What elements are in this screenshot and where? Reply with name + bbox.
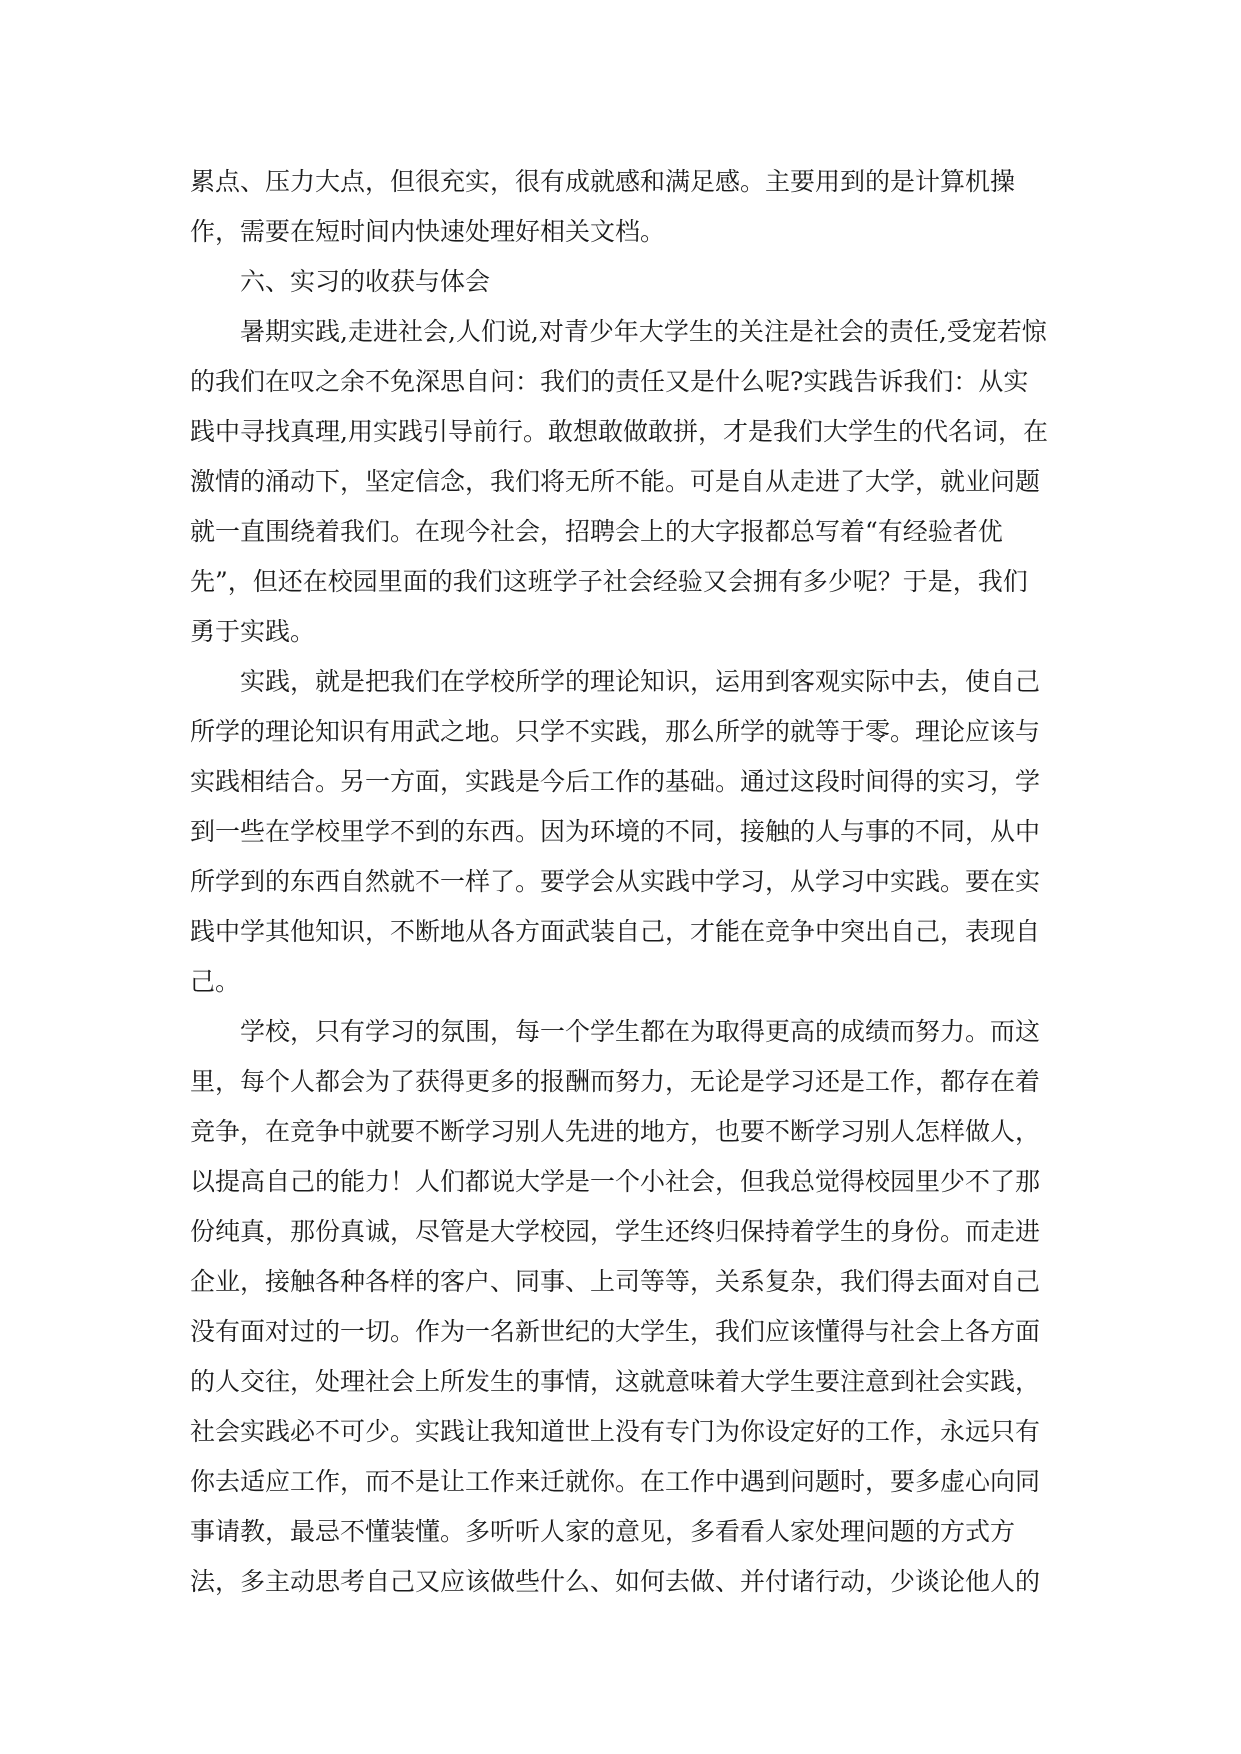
body-paragraph: 实践，就是把我们在学校所学的理论知识，运用到客观实际中去，使自己所学的理论知识有用武之地。只学不实践，那么所学的就等于零。理论应该与实践相结合。另一方面，实践是今后工作的基础。通过这段时间得的实习，学到一些在学校里学不到的东西。因为环境的不同，接触的人与事的不同，从中所学到的东西自然就不一样了。要学会从实践中学习，从学习中实践。要在实践中学其他知识，不断地从各方面武装自己，才能在竞争中突出自己，表现自己。 xyxy=(190,667,1041,996)
section-heading: 六、实习的收获与体会 xyxy=(240,267,491,296)
continuation-paragraph: 累点、压力大点，但很充实，很有成就感和满足感。主要用到的是计算机操作，需要在短时间内快速处理好相关文档。 xyxy=(190,167,1016,246)
document-body xyxy=(190,157,1052,1607)
body-paragraph: 暑期实践,走进社会,人们说,对青少年大学生的关注是社会的责任,受宠若惊的我们在叹之余不免深思自问：我们的责任又是什么呢?实践告诉我们：从实践中寻找真理,用实践引导前行。敢想敢做敢拼，才是我们大学生的代名词，在激情的涌动下，坚定信念，我们将无所不能。可是自从走进了大学，就业问题就一直围绕着我们。在现今社会，招聘会上的大字报都总写着“有经验者优先”，但还在校园里面的我们这班学子社会经验又会拥有多少呢？于是，我们勇于实践。 xyxy=(190,317,1048,646)
body-paragraph: 学校，只有学习的氛围，每一个学生都在为取得更高的成绩而努力。而这里，每个人都会为了获得更多的报酬而努力，无论是学习还是工作，都存在着竞争，在竞争中就要不断学习别人先进的地方，也要不断学习别人怎样做人，以提高自己的能力！人们都说大学是一个小社会，但我总觉得校园里少不了那份纯真，那份真诚，尽管是大学校园，学生还终归保持着学生的身份。而走进企业，接触各种各样的客户、同事、上司等等，关系复杂，我们得去面对自己没有面对过的一切。作为一名新世纪的大学生，我们应该懂得与社会上各方面的人交往，处理社会上所发生的事情，这就意味着大学生要注意到社会实践，社会实践必不可少。实践让我知道世上没有专门为你设定好的工作，永远只有你去适应工作，而不是让工作来迁就你。在工作中遇到问题时，要多虚心向同事请教，最忌不懂装懂。多听听人家的意见，多看看人家处理问题的方式方法，多主动思考自己又应该做些什么、如何去做、并付诸行动，少谈论他人的 xyxy=(190,1017,1041,1596)
